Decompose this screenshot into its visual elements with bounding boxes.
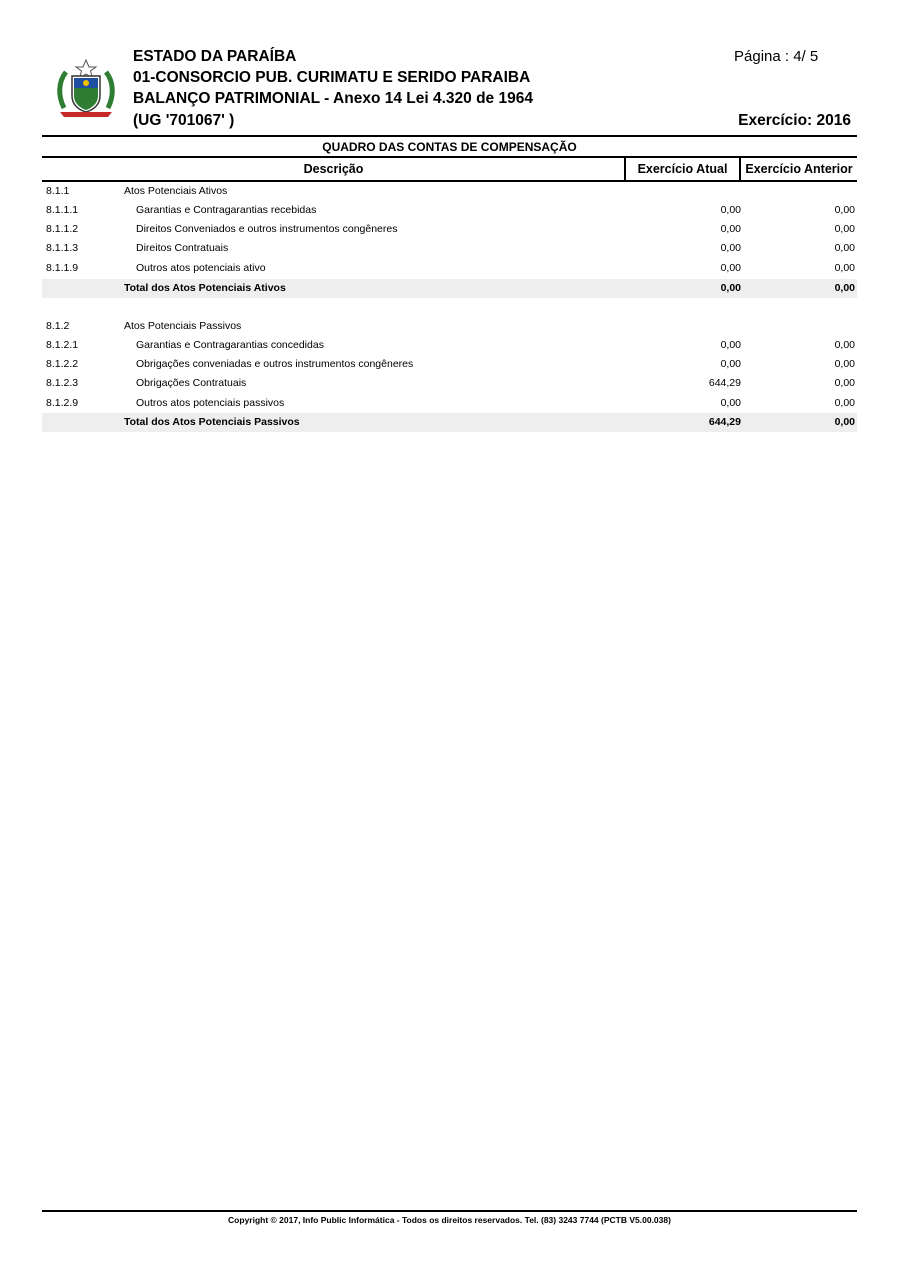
row-code: 8.1.1 xyxy=(46,185,70,197)
row-value-atual: 0,00 xyxy=(720,262,741,274)
page-number: Página : 4/ 5 xyxy=(734,48,819,65)
table-row xyxy=(42,355,857,374)
row-value-atual: 644,29 xyxy=(708,416,741,428)
row-description: Garantias e Contragarantias concedidas xyxy=(136,339,324,351)
row-description: Direitos Conveniados e outros instrumentos congêneres xyxy=(136,223,398,235)
state-name: ESTADO DA PARAÍBA xyxy=(133,48,297,65)
row-value-atual: 0,00 xyxy=(720,242,741,254)
column-header-anterior: Exercício Anterior xyxy=(745,162,853,176)
exercise-year: Exercício: 2016 xyxy=(738,112,851,129)
row-code: 8.1.1.3 xyxy=(46,242,79,254)
row-value-atual: 0,00 xyxy=(720,397,741,409)
row-code: 8.1.2.3 xyxy=(46,377,79,389)
table-row xyxy=(42,394,857,413)
row-value-anterior: 0,00 xyxy=(834,242,855,254)
table-row xyxy=(42,239,857,258)
row-value-anterior: 0,00 xyxy=(834,282,855,294)
total-row-ativos xyxy=(42,279,857,298)
footer-copyright: Copyright © 2017, Info Public Informática - Todos os direitos reservados. Tel. (83) 3243 7744 (PCTB V5.00.038) xyxy=(228,1215,671,1225)
table-title: QUADRO DAS CONTAS DE COMPENSAÇÃO xyxy=(322,140,577,154)
row-description: Obrigações Contratuais xyxy=(136,377,247,389)
row-code: 8.1.1.2 xyxy=(46,223,79,235)
row-value-anterior: 0,00 xyxy=(834,416,855,428)
row-value-atual: 0,00 xyxy=(720,358,741,370)
row-value-anterior: 0,00 xyxy=(834,339,855,351)
table-row xyxy=(42,201,857,220)
row-value-atual: 0,00 xyxy=(720,282,741,294)
table-row xyxy=(42,220,857,239)
row-value-anterior: 0,00 xyxy=(834,397,855,409)
row-description: Total dos Atos Potenciais Ativos xyxy=(124,282,286,294)
row-description: Outros atos potenciais passivos xyxy=(136,397,285,409)
row-code: 8.1.2.1 xyxy=(46,339,79,351)
total-row-passivos xyxy=(42,413,857,432)
paraiba-coat-of-arms-icon xyxy=(56,58,116,120)
ug-code: (UG '701067' ) xyxy=(133,112,235,129)
row-code: 8.1.1.1 xyxy=(46,204,79,216)
row-value-anterior: 0,00 xyxy=(834,377,855,389)
row-value-anterior: 0,00 xyxy=(834,223,855,235)
row-code: 8.1.2.2 xyxy=(46,358,79,370)
row-value-anterior: 0,00 xyxy=(834,262,855,274)
table-row xyxy=(42,374,857,393)
row-description: Atos Potenciais Passivos xyxy=(124,320,242,332)
column-header-descricao: Descrição xyxy=(303,162,364,176)
row-description: Total dos Atos Potenciais Passivos xyxy=(124,416,300,428)
header-divider xyxy=(42,135,857,137)
row-code: 8.1.2 xyxy=(46,320,70,332)
column-header-atual: Exercício Atual xyxy=(637,162,728,176)
row-value-atual: 0,00 xyxy=(720,223,741,235)
table-row xyxy=(42,182,857,201)
row-description: Obrigações conveniadas e outros instrumentos congêneres xyxy=(136,358,414,370)
report-title: BALANÇO PATRIMONIAL - Anexo 14 Lei 4.320 de 1964 xyxy=(133,90,533,107)
table-row xyxy=(42,259,857,278)
report-header xyxy=(0,0,900,140)
row-value-anterior: 0,00 xyxy=(834,204,855,216)
row-description: Atos Potenciais Ativos xyxy=(124,185,228,197)
row-value-atual: 644,29 xyxy=(708,377,741,389)
row-value-atual: 0,00 xyxy=(720,339,741,351)
row-value-anterior: 0,00 xyxy=(834,358,855,370)
row-code: 8.1.1.9 xyxy=(46,262,79,274)
row-description: Direitos Contratuais xyxy=(136,242,229,254)
row-code: 8.1.2.9 xyxy=(46,397,79,409)
row-description: Outros atos potenciais ativo xyxy=(136,262,266,274)
footer-divider xyxy=(42,1210,857,1212)
table-row xyxy=(42,317,857,336)
row-value-atual: 0,00 xyxy=(720,204,741,216)
row-description: Garantias e Contragarantias recebidas xyxy=(136,204,317,216)
entity-name: 01-CONSORCIO PUB. CURIMATU E SERIDO PARAIBA xyxy=(133,69,531,86)
table-row xyxy=(42,336,857,355)
